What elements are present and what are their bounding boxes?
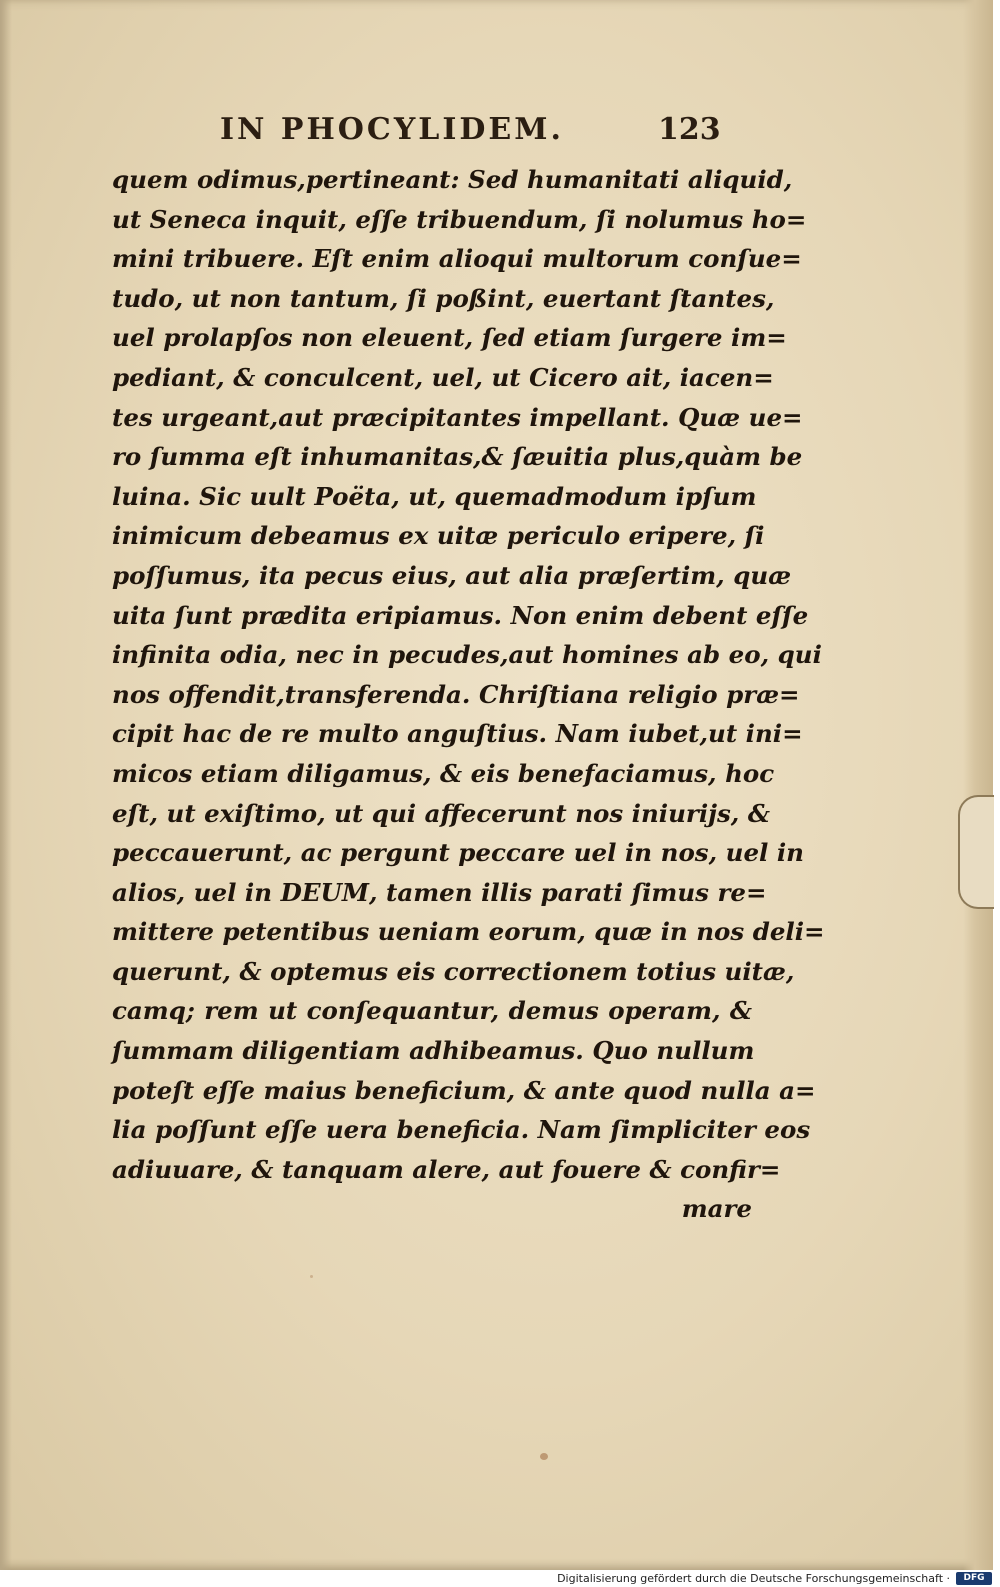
ink-stain bbox=[540, 1453, 548, 1460]
text-line: uel prolapſos non eleuent, ſed etiam ſurgere im= bbox=[112, 323, 787, 353]
text-line: lia poſſunt eſſe uera beneficia. Nam ſimpliciter eos bbox=[112, 1115, 811, 1145]
fore-edge bbox=[963, 0, 993, 1570]
text-line: luina. Sic uult Poëta, ut, quemadmodum ipſum bbox=[112, 481, 757, 511]
text-line: micos etiam diligamus, & eis benefaciamus, hoc bbox=[112, 758, 775, 788]
text-line: poteſt eſſe maius beneficium, & ante quod nulla a= bbox=[112, 1075, 816, 1105]
ink-stain bbox=[310, 1275, 313, 1278]
text-line: alios, uel in DEUM, tamen illis parati ſimus re= bbox=[112, 877, 767, 907]
text-line: inimicum debeamus ex uitæ periculo eripere, ſi bbox=[112, 521, 765, 551]
text-line: tudo, ut non tantum, ſi poßint, euertant ſtantes, bbox=[112, 283, 775, 313]
text-line: pediant, & conculcent, uel, ut Cicero ait, iacen= bbox=[112, 362, 774, 392]
text-line: querunt, & optemus eis correctionem totius uitæ, bbox=[112, 956, 795, 986]
page-number: 123 bbox=[658, 112, 721, 147]
body-text bbox=[112, 160, 825, 1229]
gutter-shadow bbox=[0, 0, 12, 1570]
dfg-logo: DFG bbox=[956, 1572, 992, 1585]
text-line: cipit hac de re multo anguſtius. Nam iubet,ut ini= bbox=[112, 719, 803, 749]
text-line: ro ſumma eſt inhumanitas,& ſæuitia plus,quàm be bbox=[112, 442, 803, 472]
text-line: mittere petentibus ueniam eorum, quæ in nos deli= bbox=[112, 917, 825, 947]
page-tab-mark bbox=[958, 795, 994, 909]
text-line: poſſumus, ita pecus eius, aut alia præſertim, quæ bbox=[112, 560, 792, 590]
running-head: IN PHOCYLIDEM. bbox=[220, 112, 564, 147]
text-line: ut Seneca inquit, eſſe tribuendum, ſi nolumus ho= bbox=[112, 204, 807, 234]
text-line: camq; rem ut conſequantur, demus operam, & bbox=[112, 996, 752, 1026]
funding-credit: Digitalisierung gefördert durch die Deutsche Forschungsgemeinschaft · bbox=[557, 1572, 950, 1585]
text-line: quem odimus,pertineant: Sed humanitati aliquid, bbox=[112, 165, 793, 194]
text-line: tes urgeant,aut præcipitantes impellant. Quæ ue= bbox=[112, 402, 803, 432]
text-line: ſummam diligentiam adhibeamus. Quo nullum bbox=[112, 1036, 755, 1066]
text-line: eſt, ut exiſtimo, ut qui affecerunt nos iniurijs, & bbox=[112, 798, 770, 828]
text-line: mini tribuere. Eſt enim alioqui multorum conſue= bbox=[112, 244, 802, 274]
text-line: peccauerunt, ac pergunt peccare uel in nos, uel in bbox=[112, 838, 804, 868]
text-line: infinita odia, nec in pecudes,aut homines ab eo, qui bbox=[112, 640, 822, 670]
text-line: nos offendit,transferenda. Chriſtiana religio præ= bbox=[112, 679, 800, 709]
text-line: uita ſunt prædita eripiamus. Non enim debent eſſe bbox=[112, 600, 809, 630]
text-line: adiuuare, & tanquam alere, aut fouere & confir= bbox=[112, 1154, 781, 1184]
catchword: mare bbox=[681, 1194, 752, 1224]
